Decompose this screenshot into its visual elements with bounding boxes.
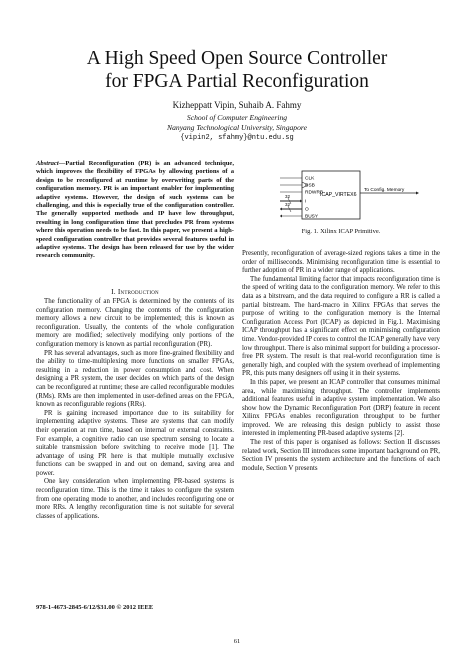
paragraph: The functionality of an FPGA is determined by the contents of its configuration memory. Changing the contents of the configuration memory allows a new circuit to be implemented; this is known as reconfiguration. Usually, the contents of the whole configuration memory are modified; selectively modifying only portions of the configuration memory is known as partial reconfiguration (PR). xyxy=(36,298,234,348)
bus-width-out: 32 xyxy=(285,202,291,207)
pin-csb: CSB xyxy=(305,183,315,189)
abstract-lead: Abstract xyxy=(36,160,59,167)
paragraph: One key consideration when implementing PR-based systems is reconfiguration time. This is the time it takes to configure the system from one operating mode to another, and includes reconfiguring one or more RRs. A lengthy reconfiguration time is not suitable for several classes of applications. xyxy=(36,478,234,520)
paragraph: PR has several advantages, such as more fine-grained flexibility and the ability to time-multiplexing more functions on smaller FPGAs, resulting in a reduction in power consumption and cost. When designing a PR system, the user decides on which parts of the design can be reconfigured at runtime; these are called reconfigurable modules (RMs). RMs are then implemented in user-defined areas on the FPGA, known as reconfigurable regions (RRs). xyxy=(36,349,234,409)
left-column xyxy=(36,298,234,521)
affiliation-school: School of Computer Engineering xyxy=(186,113,288,122)
right-column xyxy=(242,250,440,473)
pin-i: I xyxy=(305,199,307,205)
copyright-notice: 978-1-4673-2845-6/12/$31.00 © 2012 IEEE xyxy=(36,604,154,611)
pin-rdwrb: RDWRB xyxy=(305,190,324,196)
author-emails: {vipin2, sfahmy}@ntu.edu.sg xyxy=(180,134,294,142)
bus-width-in: 32 xyxy=(285,194,291,199)
affiliation xyxy=(0,113,474,143)
paragraph: The rest of this paper is organised as follows: Section II discusses related work, Section III introduces some important background on PR, Section IV presents the system architecture and the functions of each module, Section V presents xyxy=(242,439,440,472)
paper-title-line-2: for FPGA Partial Reconfiguration xyxy=(105,71,369,92)
paragraph: Presently, reconfiguration of average-sized regions takes a time in the order of milliseconds. Minimising reconfiguration time is essential to further adoption of PR in a wider range of applications. xyxy=(242,250,440,275)
paper-title-line-1: A High Speed Open Source Controller xyxy=(86,48,388,69)
paragraph: PR is gaining increased importance due to its suitability for implementing adaptive systems. These are systems that can modify their operation at run time, based on internal or external constraints. For example, a cognitive radio can use spectrum sensing to locate a suitable transmission before switching to receive mode [1]. The advantage of using PR here is that multiple mutually exclusive functions can be swapped in and out on demand, saving area and power. xyxy=(36,409,234,477)
authors: Kizheppatt Vipin, Suhaib A. Fahmy xyxy=(172,100,302,110)
paragraph: In this paper, we present an ICAP controller that consumes minimal area, while maximising throughput. The controller implements additional features useful in adaptive system implementation. We also show how the Dynamic Reconfiguration Port (DRP) feature in recent Xilinx FPGAs enables reconfiguration throughput to be further improved. We are releasing this design publicly to assist those interested in implementing PR-based adaptive systems [2]. xyxy=(242,378,440,438)
icap-figure xyxy=(242,165,440,225)
affiliation-university: Nanyang Technological University, Singapore xyxy=(167,123,307,132)
pin-busy: BUSY xyxy=(305,214,319,220)
pin-clk: CLK xyxy=(305,176,315,182)
pin-o: O xyxy=(305,207,309,213)
section-heading: I. Introduction xyxy=(111,287,159,296)
figure-caption: Fig. 1. Xilinx ICAP Primitive. xyxy=(301,228,381,235)
abstract xyxy=(36,160,234,261)
icap-block-label: ICAP_VIRTEX6 xyxy=(320,192,357,198)
output-label: To Config. Memory xyxy=(364,188,405,193)
abstract-text: —Partial Reconfiguration (PR) is an advanced technique, which improves the flexibility of FPGAs by allowing portions of a design to be reconfigured at runtime by overwriting parts of the configuration memory. PR is an important enabler for implementing adaptive systems. However, the design of such systems can be challenging, and this is especially true of the configuration controller. The generally supported methods and IP have low throughput, resulting in long configuration time that precludes PR from systems where this operation needs to be fast. In this paper, we present a high-speed configuration controller that provides several features useful in adaptive systems. The design has been released for use by the wider research community. xyxy=(36,160,234,260)
page-number: 61 xyxy=(233,638,241,645)
paragraph: The fundamental limiting factor that impacts reconfiguration time is the speed of writing data to the configuration memory. We refer to this data as a bitstream, and the data required to configure a RR is called a partial bitstream. The hard-macro in Xilinx FPGAs that serves the purpose of writing to the configuration memory is the Internal Configuration Access Port (ICAP) as depicted in Fig.1. Maximising ICAP throughput has a significant effect on minimising configuration time. Vendor-provided IP cores to control the ICAP generally have very low throughput. There is also minimal support for building a processor-free PR system. The result is that real-world reconfiguration time is generally high, and coupled with the system overhead of implementing PR, this puts many designers off using it in their systems. xyxy=(242,275,440,378)
